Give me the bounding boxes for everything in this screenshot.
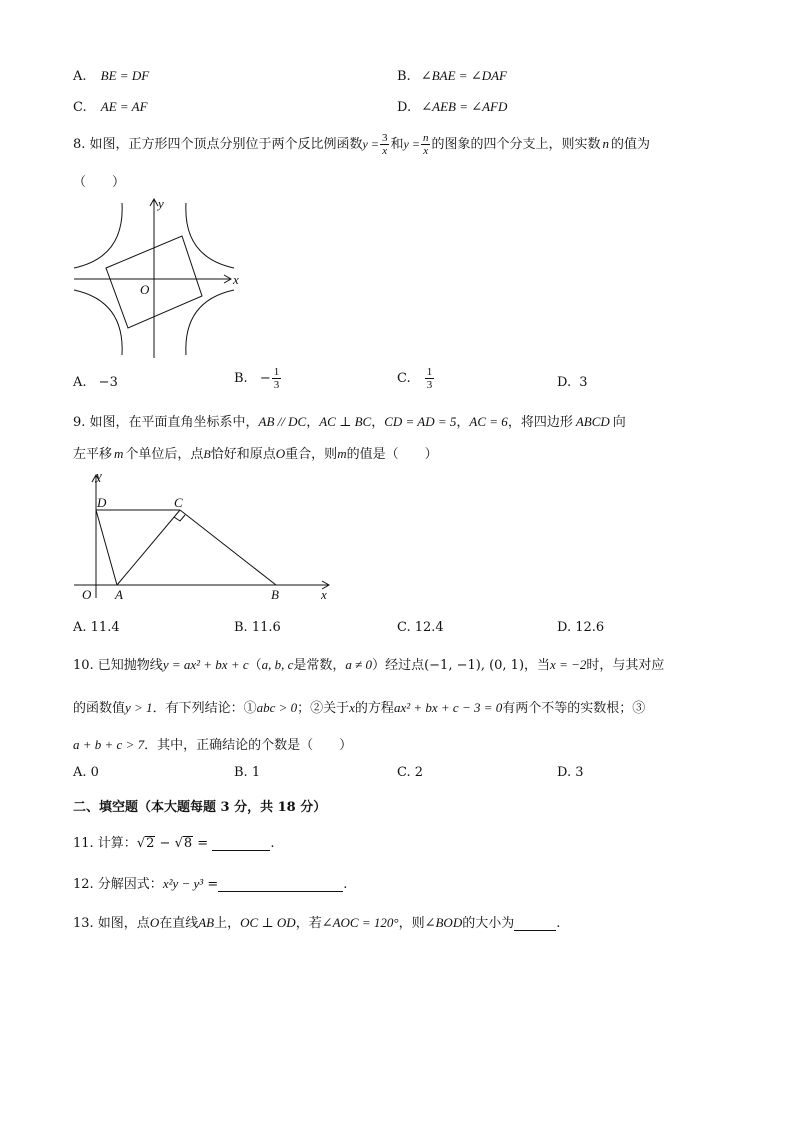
q8-text: 的值为 <box>610 137 650 152</box>
option-sign: − <box>259 371 271 386</box>
frac-num: n <box>422 132 429 144</box>
q9-math: AB // DC <box>258 414 307 429</box>
label-d: D <box>97 495 107 510</box>
q9-sep: ， <box>306 415 320 430</box>
q10-math: x <box>349 700 355 715</box>
q10-math: ax² + bx + c − 3 = 0 <box>393 700 503 715</box>
frac-num: 1 <box>273 366 280 378</box>
q9-math: AC ⊥ BC <box>319 414 372 429</box>
frac-den: 3 <box>273 379 280 391</box>
option-fraction <box>272 366 282 391</box>
q13-math: ∠AOC = 120° <box>321 915 399 930</box>
q9-text: 9. 如图，在平面直角坐标系中， <box>73 415 259 430</box>
q10-text: 10. 已知抛物线 <box>73 658 163 673</box>
option-value: −3 <box>98 375 118 390</box>
q9-math: m <box>114 446 124 461</box>
q8-fraction-1 <box>380 132 390 157</box>
q8-var: n <box>602 136 609 151</box>
label-origin: O <box>140 282 150 297</box>
q8-answer-paren: （ ） <box>73 175 126 190</box>
q9-math: AC = 6 <box>469 414 508 429</box>
q8-option-b <box>234 366 282 391</box>
q9-math: B <box>203 447 211 461</box>
q13-text: ，若 <box>295 916 322 931</box>
q10-stem-line3 <box>73 734 352 753</box>
option-text: ∠BAE = ∠DAF <box>420 68 507 83</box>
q8-f2-y: y = <box>403 137 420 151</box>
option-fraction <box>425 366 435 391</box>
q13-math: AB <box>198 915 215 930</box>
operator: = <box>193 836 213 851</box>
sqrt-icon: √ <box>136 836 146 851</box>
q9-text: ，将四边形 <box>507 415 573 430</box>
q9-math: CD = AD = 5 <box>384 414 457 429</box>
hyperbola-branch-q2 <box>74 203 122 268</box>
hyperbola-branch-q1 <box>186 203 234 268</box>
q10-math: a + b + c > 7 <box>73 737 145 752</box>
q9-sep: ， <box>371 415 385 430</box>
q9-math: ABCD <box>575 414 610 429</box>
option-value: 3 <box>579 375 588 390</box>
frac-num: 1 <box>426 366 433 378</box>
q8-text: 的图象的四个分支上，则实数 <box>431 137 601 152</box>
q8-figure <box>70 195 250 365</box>
hyperbola-branch-q3 <box>74 290 122 355</box>
q10-math: y = ax² + bx + c <box>162 657 249 672</box>
q10-option-b: B. 1 <box>234 765 261 780</box>
q10-text: 是常数， <box>293 658 346 673</box>
q10-stem-line2 <box>73 697 645 716</box>
operator: = <box>203 877 219 892</box>
q10-option-d: D. 3 <box>557 765 584 780</box>
q13-text: 13. 如图，点 <box>73 916 150 931</box>
option-letter: C. <box>73 100 87 115</box>
q10-option-c: C. 2 <box>397 765 424 780</box>
answer-blank[interactable] <box>514 917 556 931</box>
q10-text: ．有下列结论：① <box>152 701 257 716</box>
label-x: x <box>321 587 327 602</box>
q9-text: 向 <box>612 415 626 430</box>
q9-text: 的值是（ ） <box>346 447 438 462</box>
q13 <box>73 912 560 931</box>
q10-text: ，当 <box>524 658 551 673</box>
q11-text: 11. 计算： <box>73 836 137 851</box>
q8-option-c <box>397 366 435 391</box>
answer-blank[interactable] <box>218 878 343 892</box>
section-heading: 二、填空题（本大题每题 3 分，共 18 分） <box>73 800 327 815</box>
q9-option-b: B. 11.6 <box>234 620 281 635</box>
q11 <box>73 832 274 851</box>
q10-math: x = −2 <box>550 657 587 672</box>
q10-text: ；②关于 <box>297 701 350 716</box>
q10-math: a, b, c <box>261 657 294 672</box>
label-x: x <box>233 272 239 287</box>
frac-den: 3 <box>426 379 433 391</box>
option-letter: D. <box>557 375 572 390</box>
q10-text: 有两个不等的实数根；③ <box>502 701 646 716</box>
q9-math: O <box>275 446 286 461</box>
q9-text: 恰好和原点 <box>210 447 276 462</box>
q7-option-d <box>397 99 507 115</box>
q13-math: OC ⊥ OD <box>240 915 296 930</box>
q9-stem-line1 <box>73 411 626 430</box>
option-letter: D. <box>397 100 412 115</box>
q13-text: 上， <box>214 916 241 931</box>
option-letter: B. <box>397 69 411 84</box>
label-y: y <box>158 196 164 211</box>
q9-stem-line2 <box>73 443 438 462</box>
answer-blank[interactable] <box>212 837 270 851</box>
q8-f1-y: y = <box>362 137 379 151</box>
q7-option-a <box>73 68 149 84</box>
q10-text: （ <box>248 658 262 673</box>
q10-text: 的方程 <box>354 701 394 716</box>
q10-text: ）经过点 <box>372 658 425 673</box>
period: . <box>556 916 561 931</box>
q7-option-c <box>73 99 148 115</box>
label-y: y <box>96 468 102 483</box>
q10-math: y > 1 <box>125 700 153 715</box>
option-letter: A. <box>73 69 87 84</box>
q10-math: (−1, −1), (0, 1) <box>424 658 525 673</box>
q7-option-b <box>397 68 507 84</box>
segment-da <box>96 510 117 585</box>
sqrt-icon: √ <box>174 836 183 851</box>
q8-option-d <box>557 375 588 390</box>
q8-text: 8. 如图，正方形四个顶点分别位于两个反比例函数 <box>73 137 363 152</box>
operator: − <box>155 836 175 851</box>
segment-ac <box>117 510 180 585</box>
q10-text: ．其中，正确结论的个数是（ ） <box>144 738 353 753</box>
q9-text: 个单位后，点 <box>125 447 204 462</box>
label-c: C <box>174 495 183 510</box>
frac-num: 3 <box>381 132 388 144</box>
q13-text: 的大小为 <box>462 916 515 931</box>
q9-option-d: D. 12.6 <box>557 620 605 635</box>
period: . <box>343 877 348 892</box>
period: . <box>270 836 275 851</box>
label-b: B <box>271 587 279 602</box>
radicand: 2 <box>146 836 155 851</box>
option-letter: C. <box>397 371 411 386</box>
frac-den: x <box>423 145 429 157</box>
radicand: 8 <box>183 836 193 851</box>
q12-text: 12. 分解因式： <box>73 877 163 892</box>
q10-text: 的函数值 <box>73 701 126 716</box>
segment-cb <box>180 510 276 585</box>
option-letter: A. <box>73 375 87 390</box>
q10-math: a ≠ 0 <box>345 657 373 672</box>
q8-fraction-2 <box>421 132 431 157</box>
option-text: ∠AEB = ∠AFD <box>421 99 508 114</box>
q10-stem-line1 <box>73 654 664 673</box>
q10-option-a: A. 0 <box>73 765 99 780</box>
q13-text: ，则 <box>398 916 425 931</box>
label-o: O <box>82 587 92 602</box>
q9-option-c: C. 12.4 <box>397 620 444 635</box>
option-text: BE = DF <box>100 68 150 83</box>
q9-figure <box>70 468 340 608</box>
q8-stem <box>73 131 650 158</box>
q13-math: O <box>149 915 160 930</box>
q12-math: x²y − y³ <box>162 876 204 891</box>
option-text: AE = AF <box>100 99 148 114</box>
q8-and: 和 <box>390 137 404 152</box>
q10-text: 时，与其对应 <box>586 658 665 673</box>
q10-math: abc > 0 <box>256 700 298 715</box>
q13-math: ∠BOD <box>424 915 463 930</box>
q9-text: 左平移 <box>73 447 113 462</box>
q8-option-a <box>73 375 118 390</box>
label-a: A <box>115 587 123 602</box>
q9-sep: ， <box>456 415 470 430</box>
frac-den: x <box>382 145 388 157</box>
q13-text: 在直线 <box>159 916 199 931</box>
q12 <box>73 873 347 892</box>
q9-text: 重合，则 <box>285 447 338 462</box>
q9-math: m <box>337 446 347 461</box>
option-letter: B. <box>234 371 248 386</box>
q9-option-a: A. 11.4 <box>73 620 120 635</box>
